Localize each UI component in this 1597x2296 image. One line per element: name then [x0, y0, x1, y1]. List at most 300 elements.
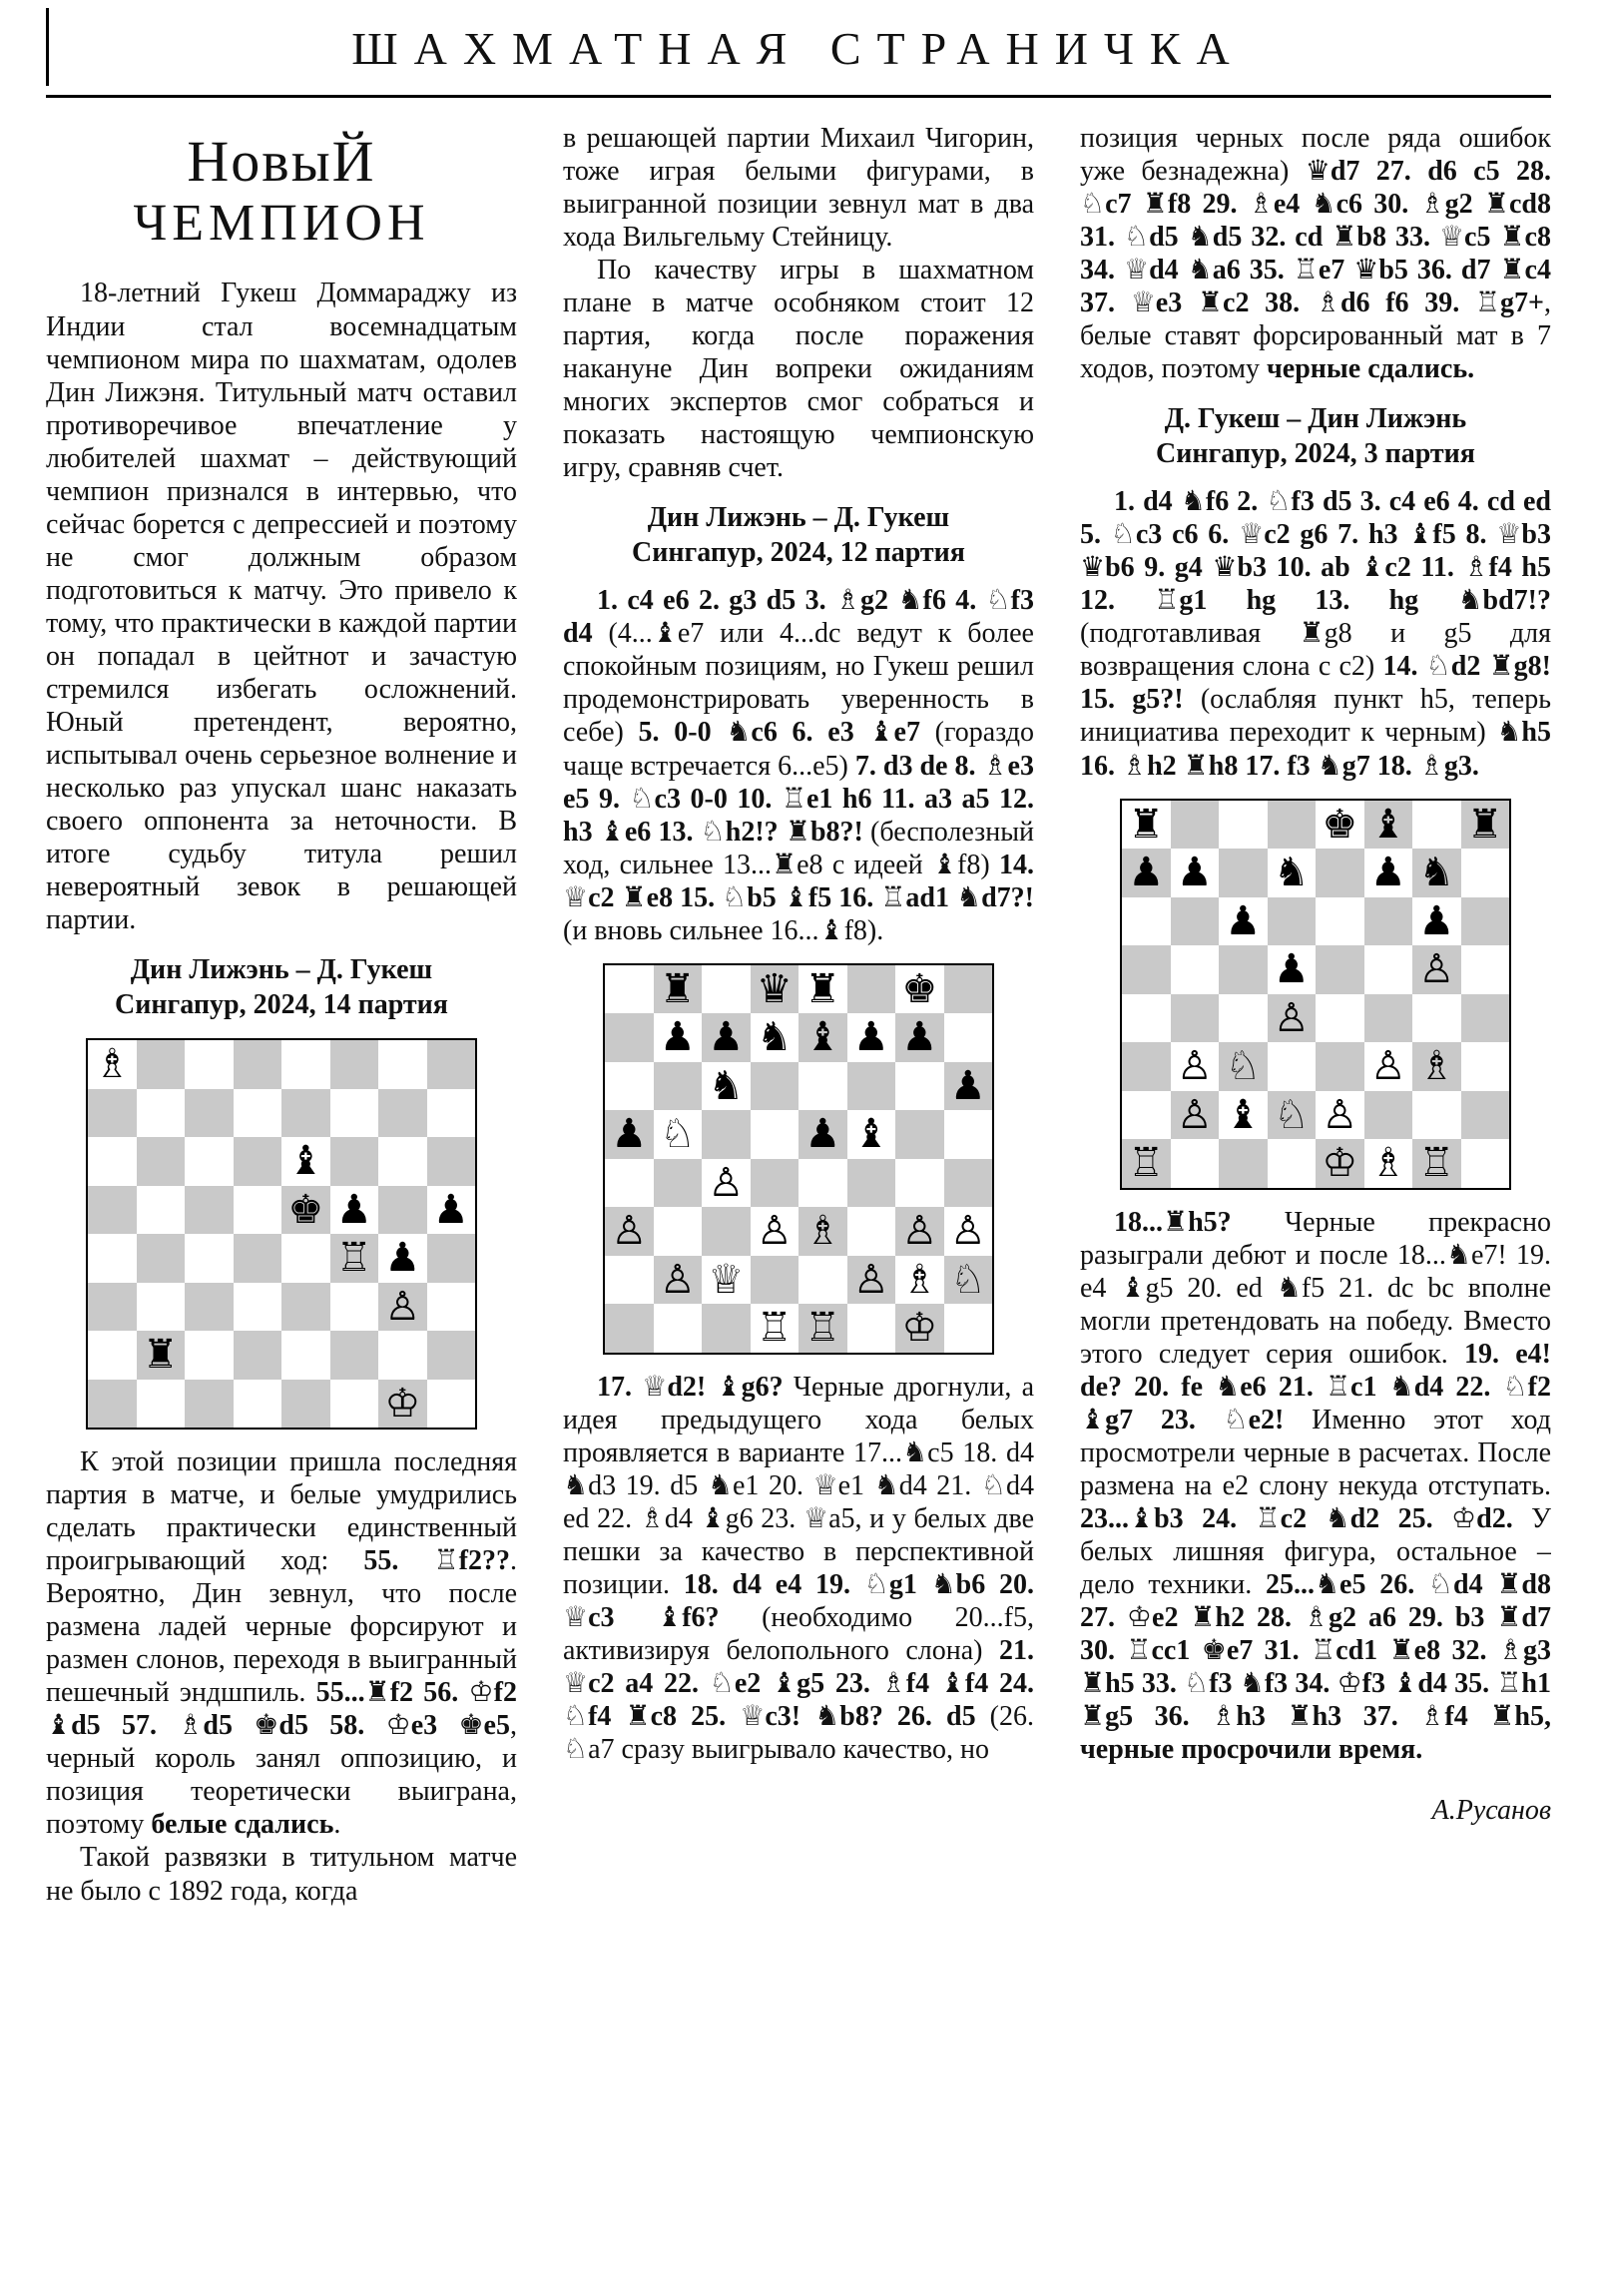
square-b3: [1171, 1042, 1220, 1091]
square-d6: [1268, 897, 1317, 946]
square-h1: [427, 1380, 476, 1429]
black-pawn: ♟: [384, 1235, 421, 1282]
paragraph: [563, 254, 1034, 484]
black-rook: ♜: [142, 1332, 179, 1379]
square-h4: [944, 1159, 993, 1208]
square-b4: [654, 1159, 703, 1208]
square-c2: [702, 1256, 751, 1305]
white-bishop: ♗: [94, 1041, 131, 1088]
square-g8: [1412, 801, 1461, 850]
white-king: ♔: [901, 1305, 938, 1352]
square-g3: [378, 1283, 427, 1332]
square-f1: [847, 1304, 896, 1353]
paragraph: [1080, 122, 1551, 385]
square-f4: [1364, 994, 1413, 1043]
game-heading: [1080, 401, 1551, 471]
notation-bold: 18. d4 e4 19. ♘g1 ♞b6 20. ♕c3 ♝f6?: [563, 1568, 1034, 1633]
square-h6: [427, 1137, 476, 1186]
notation-bold: 1. c4 e6 2. g3 d5 3. ♗g2 ♞f6 4. ♘f3 d4: [563, 585, 1034, 650]
square-b8: [137, 1040, 186, 1089]
square-b2: [137, 1331, 186, 1380]
square-h8: [1461, 801, 1510, 850]
square-a4: [605, 1159, 654, 1208]
white-pawn: ♙: [659, 1256, 696, 1303]
column-1: [46, 122, 517, 2248]
square-b3: [654, 1207, 703, 1256]
black-pawn: ♟: [901, 1014, 938, 1061]
white-pawn: ♙: [1273, 994, 1310, 1041]
black-pawn: ♟: [432, 1186, 469, 1233]
black-bishop: ♝: [852, 1111, 889, 1158]
square-h1: [1461, 1139, 1510, 1188]
square-c7: [702, 1013, 751, 1062]
black-pawn: ♟: [335, 1186, 372, 1233]
square-c5: [1219, 945, 1268, 994]
square-g1: [895, 1304, 944, 1353]
square-f6: [1364, 897, 1413, 946]
square-b5: [1171, 945, 1220, 994]
black-knight: ♞: [756, 1014, 793, 1061]
square-h2: [427, 1331, 476, 1380]
text-run: , черный король занял оппозицию, и позиция теоретически выиграна, поэтому: [46, 1710, 517, 1841]
square-e1: [1316, 1139, 1364, 1188]
square-f5: [1364, 945, 1413, 994]
author-signature: А.Русанов: [1431, 1795, 1551, 1827]
paragraph: [46, 1445, 517, 1841]
black-pawn: ♟: [1369, 850, 1406, 896]
black-pawn: ♟: [852, 1014, 889, 1061]
square-d2: [234, 1331, 282, 1380]
square-c2: [185, 1331, 234, 1380]
notation-bold: 14. ♘d2 ♜g8! 15. g5?!: [1080, 651, 1551, 716]
text-run: (подготавливая ♜g8 и g5 для возвращения слона с c2): [1080, 618, 1551, 683]
notation-bold: белые сдались: [151, 1809, 334, 1841]
square-f6: [330, 1137, 379, 1186]
black-pawn: ♟: [1176, 850, 1213, 896]
white-pawn: ♙: [1176, 1043, 1213, 1090]
square-g2: [378, 1331, 427, 1380]
square-c8: [702, 965, 751, 1014]
square-d3: [234, 1283, 282, 1332]
square-g4: [378, 1234, 427, 1283]
text-run: (26. ♘a7 сразу выигрывало качество, но: [563, 1701, 1034, 1766]
square-b7: [1171, 849, 1220, 897]
square-b5: [654, 1110, 703, 1159]
white-king: ♔: [384, 1380, 421, 1427]
square-b8: [654, 965, 703, 1014]
square-e3: [281, 1283, 330, 1332]
square-e2: [281, 1331, 330, 1380]
square-g7: [895, 1013, 944, 1062]
square-e2: [1316, 1091, 1364, 1140]
square-c8: [1219, 801, 1268, 850]
game-heading-line: Сингапур, 2024, 3 партия: [1156, 438, 1475, 470]
game-heading-line: Дин Лижэнь – Д. Гукеш: [130, 954, 433, 986]
black-knight: ♞: [1418, 850, 1455, 896]
notation-bold: 14. ♕c2 ♜e8 15. ♘b5 ♝f5 16. ♖ad1 ♞d7?!: [563, 849, 1034, 913]
white-knight: ♘: [659, 1111, 696, 1158]
square-g6: [1412, 897, 1461, 946]
square-a2: [1122, 1091, 1171, 1140]
square-b4: [1171, 994, 1220, 1043]
square-f8: [847, 965, 896, 1014]
square-g5: [1412, 945, 1461, 994]
text-run: (гораздо чаще встречается 6...e5): [563, 717, 1034, 782]
white-pawn: ♙: [708, 1159, 745, 1206]
square-g6: [895, 1062, 944, 1111]
black-pawn: ♟: [708, 1014, 745, 1061]
square-d2: [1268, 1091, 1317, 1140]
square-a3: [1122, 1042, 1171, 1091]
black-rook: ♜: [1466, 801, 1503, 848]
text-run: (необходимо 20...f5, активизируя белопольного слона): [563, 1601, 1034, 1666]
square-e8: [798, 965, 847, 1014]
white-rook: ♖: [335, 1235, 372, 1282]
square-h4: [1461, 994, 1510, 1043]
page-title: ШАХМАТНАЯ СТРАНИЧКА: [351, 23, 1246, 74]
white-bishop: ♗: [901, 1256, 938, 1303]
square-c3: [702, 1207, 751, 1256]
paragraph: [563, 122, 1034, 254]
black-knight: ♞: [1273, 850, 1310, 896]
square-f8: [1364, 801, 1413, 850]
square-f4: [847, 1159, 896, 1208]
paragraph: [46, 277, 517, 936]
square-a1: [88, 1380, 137, 1429]
square-c7: [185, 1089, 234, 1138]
square-b6: [654, 1062, 703, 1111]
notation-bold: ♞h5 16. ♗h2 ♜h8 17. f3 ♞g7 18. ♗g3.: [1080, 717, 1551, 782]
game-heading-line: Дин Лижэнь – Д. Гукеш: [647, 502, 950, 534]
paragraph: [563, 1371, 1034, 1766]
square-e5: [1316, 945, 1364, 994]
white-rook: ♖: [1418, 1140, 1455, 1187]
white-pawn: ♙: [1369, 1043, 1406, 1090]
black-pawn: ♟: [1273, 946, 1310, 993]
square-h4: [427, 1234, 476, 1283]
square-d8: [751, 965, 799, 1014]
text-run: К этой позиции пришла последняя партия в матче, и белые умудрились сделать практически единственный проигрывающий ход:: [46, 1446, 517, 1577]
column-2: [563, 122, 1034, 2248]
text-run: .: [333, 1809, 341, 1841]
square-f1: [330, 1380, 379, 1429]
square-e8: [1316, 801, 1364, 850]
white-pawn: ♙: [384, 1283, 421, 1330]
square-b3: [137, 1283, 186, 1332]
square-b7: [137, 1089, 186, 1138]
square-e3: [1316, 1042, 1364, 1091]
square-e7: [1316, 849, 1364, 897]
text-run: (ослабляя пункт h5, теперь инициатива переходит к черным): [1080, 684, 1551, 749]
square-g7: [1412, 849, 1461, 897]
square-a3: [88, 1283, 137, 1332]
game-heading-line: Сингапур, 2024, 14 партия: [115, 989, 448, 1021]
white-bishop: ♗: [804, 1208, 841, 1255]
text-run: Черные прекрасно разыграли дебют и после 18...♞e7! 19. e4 ♝g5 20. ed ♞f5 21. dc bc вполне могли претендовать на победу. Вместо этого следует серия ошибок.: [1080, 1206, 1551, 1370]
white-rook: ♖: [756, 1305, 793, 1352]
square-f2: [847, 1256, 896, 1305]
text-run: в решающей партии Михаил Чигорин, тоже играя белыми фигурами, в выигранной позиции зевнул мат в два хода Вильгельму Стейницу.: [563, 123, 1034, 254]
chess-diagram-game-14-final-position: [86, 1038, 477, 1430]
text-run: Черные дрогнули, а идея предыдущего хода белых проявляется в варианте 17...♞c5 18. d4 ♞d3 19. d5 ♞e1 20. ♕e1 ♞d4 21. ♘d4 ed 22. ♗d4 ♝g6 23. ♕a5, и у белых две пешки за качество в перспективной позиции.: [563, 1371, 1034, 1600]
notation-bold: 21. ♕c2 a4 22. ♘e2 ♝g5 23. ♗f4 ♝f4 24. ♘f4 ♜c8 25. ♕c3! ♞b8? 26. d5: [563, 1634, 1034, 1732]
square-d7: [751, 1013, 799, 1062]
notation-bold: 5. 0-0 ♞c6 6. e3 ♝e7: [638, 717, 935, 749]
square-h2: [944, 1256, 993, 1305]
notation-bold: черные сдались.: [1267, 353, 1475, 385]
black-bishop: ♝: [804, 1014, 841, 1061]
square-b2: [1171, 1091, 1220, 1140]
white-king: ♔: [1322, 1140, 1358, 1187]
notation-bold: 23...♝b3 24. ♖c2 ♞d2 25. ♔d2.: [1080, 1502, 1532, 1534]
square-d5: [1268, 945, 1317, 994]
square-c4: [702, 1159, 751, 1208]
square-f7: [847, 1013, 896, 1062]
square-e4: [798, 1159, 847, 1208]
black-pawn: ♟: [1418, 897, 1455, 944]
square-e1: [281, 1380, 330, 1429]
square-c3: [185, 1283, 234, 1332]
square-h1: [944, 1304, 993, 1353]
square-c6: [185, 1137, 234, 1186]
white-rook: ♖: [1128, 1140, 1165, 1187]
square-a7: [1122, 849, 1171, 897]
white-pawn: ♙: [852, 1256, 889, 1303]
square-c6: [1219, 897, 1268, 946]
square-b6: [1171, 897, 1220, 946]
square-c1: [1219, 1139, 1268, 1188]
square-d2: [751, 1256, 799, 1305]
square-a5: [1122, 945, 1171, 994]
white-rook: ♖: [804, 1305, 841, 1352]
square-e4: [1316, 994, 1364, 1043]
square-f7: [330, 1089, 379, 1138]
square-e6: [281, 1137, 330, 1186]
text-run: Такой развязки в титульном матче не было с 1892 года, когда: [46, 1842, 517, 1907]
white-pawn: ♙: [1418, 946, 1455, 993]
square-e2: [798, 1256, 847, 1305]
white-knight: ♘: [1225, 1043, 1262, 1090]
article-title-line-1: НовыЙ: [187, 129, 376, 194]
square-a2: [605, 1256, 654, 1305]
square-g7: [378, 1089, 427, 1138]
chess-diagram-game-12-position: [603, 963, 994, 1355]
black-pawn: ♟: [949, 1062, 986, 1109]
square-a1: [605, 1304, 654, 1353]
square-f3: [847, 1207, 896, 1256]
square-a4: [88, 1234, 137, 1283]
chess-board: [1122, 801, 1509, 1188]
article-columns: [0, 98, 1597, 2248]
square-e5: [798, 1110, 847, 1159]
square-b8: [1171, 801, 1220, 850]
square-b4: [137, 1234, 186, 1283]
square-f2: [1364, 1091, 1413, 1140]
square-f3: [330, 1283, 379, 1332]
square-g3: [895, 1207, 944, 1256]
square-b1: [137, 1380, 186, 1429]
square-d3: [1268, 1042, 1317, 1091]
white-pawn: ♙: [949, 1208, 986, 1255]
black-knight: ♞: [708, 1062, 745, 1109]
white-pawn: ♙: [1176, 1091, 1213, 1138]
notation-bold: 19. e4! de? 20. fe ♞e6 21. ♖c1 ♞d4 22. ♘f2 ♝g7 23. ♘e2!: [1080, 1338, 1551, 1435]
paragraph: [1080, 1206, 1551, 1767]
square-e7: [281, 1089, 330, 1138]
square-h3: [1461, 1042, 1510, 1091]
white-pawn: ♙: [901, 1208, 938, 1255]
notation-bold: ♛d7 27. d6 c5 28. ♘c7 ♜f8 29. ♗e4 ♞c6 30. ♗g2 ♜cd8 31. ♘d5 ♞d5 32. cd ♜b8 33. ♕c5 ♜c8 34. ♕d4 ♞a6 35. ♖e7 ♛b5 36. d7 ♜c4 37. ♕e3 ♜c2 38. ♗d6 f6 39. ♖g7+: [1080, 156, 1551, 319]
text-run: (4...♝e7 или 4...dc ведут к более спокойным позициям, но Гукеш решил продемонстрировать уверенность в себе): [563, 618, 1034, 749]
square-a5: [88, 1186, 137, 1235]
square-f5: [330, 1186, 379, 1235]
square-d8: [1268, 801, 1317, 850]
notation-bold: 55. ♖f2??: [363, 1545, 510, 1577]
white-bishop: ♗: [1418, 1043, 1455, 1090]
square-c1: [702, 1304, 751, 1353]
black-king: ♚: [901, 965, 938, 1012]
square-a8: [605, 965, 654, 1014]
square-d7: [234, 1089, 282, 1138]
square-g1: [378, 1380, 427, 1429]
chess-board: [605, 965, 992, 1353]
square-e1: [798, 1304, 847, 1353]
square-d4: [1268, 994, 1317, 1043]
square-h2: [1461, 1091, 1510, 1140]
game-heading-line: Сингапур, 2024, 12 партия: [632, 537, 965, 569]
square-d8: [234, 1040, 282, 1089]
game-heading: [46, 952, 517, 1022]
chess-board: [88, 1040, 475, 1428]
square-f2: [330, 1331, 379, 1380]
notation-bold: 55...♜f2 56. ♔f2 ♝d5 57. ♗d5 ♚d5 58. ♔e3 ♚e5: [46, 1677, 517, 1742]
square-d4: [751, 1159, 799, 1208]
square-c7: [1219, 849, 1268, 897]
square-d6: [751, 1062, 799, 1111]
square-d3: [751, 1207, 799, 1256]
text-run: (бесполезный ход, сильнее 13...♜e8 с идеей ♝f8): [563, 816, 1034, 880]
notation-bold: 25...♞e5 26. ♘d4 ♜d8 27. ♔e2 ♜h2 28. ♗g2 a6 29. b3 ♜d7 30. ♖cc1 ♚e7 31. ♖cd1 ♜e8 32. ♗g3 ♜h5 33. ♘f3 ♞f3 34. ♔f3 ♝d4 35. ♖h1 ♜g5 36. ♗h3 ♜h3 37. ♗f4 ♜h5, черные просрочили время.: [1080, 1568, 1551, 1766]
square-g5: [378, 1186, 427, 1235]
white-knight: ♘: [1273, 1091, 1310, 1138]
square-d5: [751, 1110, 799, 1159]
text-run: У белых лишняя фигура, остальное – дело техники.: [1080, 1502, 1551, 1600]
article-title: [46, 129, 517, 252]
white-queen: ♕: [708, 1256, 745, 1303]
square-a8: [1122, 801, 1171, 850]
square-g2: [1412, 1091, 1461, 1140]
notation-bold: 18...♜h5?: [1114, 1206, 1285, 1238]
square-d1: [234, 1380, 282, 1429]
black-rook: ♜: [804, 965, 841, 1012]
text-run: 18-летний Гукеш Доммараджу из Индии стал восемнадцатым чемпионом мира по шахматам, одолев Дин Лижэня. Титульный матч оставил противоречивое впечатление у любителей шахмат – действующий чемпион признался в интервью, что сейчас борется с депрессией и поэтому не смог должным образом подготовиться к матчу. Это привело к тому, что практически в каждой партии он попадал в цейтнот и зачастую стремился избегать осложнений. Юный претендент, вероятно, испытывал очень серьезное волнение и несколько раз упускал шанс наказать своего оппонента за неточности. В итоге судьбу титула решил невероятный зевок в решающей партии.: [46, 278, 517, 936]
square-g8: [895, 965, 944, 1014]
square-b6: [137, 1137, 186, 1186]
square-f8: [330, 1040, 379, 1089]
black-bishop: ♝: [1369, 801, 1406, 848]
text-run: , белые ставят форсированный мат в 7 ходов, поэтому: [1080, 287, 1551, 385]
square-h3: [427, 1283, 476, 1332]
square-a5: [605, 1110, 654, 1159]
square-e3: [798, 1207, 847, 1256]
square-b2: [654, 1256, 703, 1305]
square-a6: [605, 1062, 654, 1111]
square-b5: [137, 1186, 186, 1235]
black-pawn: ♟: [611, 1111, 648, 1158]
paragraph: [46, 1841, 517, 1907]
black-rook: ♜: [659, 965, 696, 1012]
square-g5: [895, 1110, 944, 1159]
square-g4: [1412, 994, 1461, 1043]
square-h6: [944, 1062, 993, 1111]
black-bishop: ♝: [287, 1138, 324, 1185]
square-a2: [88, 1331, 137, 1380]
square-f3: [1364, 1042, 1413, 1091]
square-e4: [281, 1234, 330, 1283]
white-pawn: ♙: [756, 1208, 793, 1255]
square-f6: [847, 1062, 896, 1111]
square-h7: [427, 1089, 476, 1138]
black-rook: ♜: [1128, 801, 1165, 848]
square-g3: [1412, 1042, 1461, 1091]
square-d5: [234, 1186, 282, 1235]
black-pawn: ♟: [1128, 850, 1165, 896]
square-d4: [234, 1234, 282, 1283]
page-header: [0, 0, 1597, 98]
square-h5: [944, 1110, 993, 1159]
square-g6: [378, 1137, 427, 1186]
paragraph: [563, 584, 1034, 946]
square-d1: [1268, 1139, 1317, 1188]
square-g2: [895, 1256, 944, 1305]
notation-bold: 1. d4 ♞f6 2. ♘f3 d5 3. c4 e6 4. cd ed 5. ♘c3 c6 6. ♕c2 g6 7. h3 ♝f5 8. ♕b3 ♛b6 9. g4 ♛b3 10. ab ♝c2 11. ♗f4 h5 12. ♖g1 hg 13. hg ♞bd7!?: [1080, 486, 1551, 617]
square-e5: [281, 1186, 330, 1235]
black-bishop: ♝: [1225, 1091, 1262, 1138]
game-heading-line: Д. Гукеш – Дин Лижэнь: [1164, 403, 1467, 435]
square-a4: [1122, 994, 1171, 1043]
square-b1: [1171, 1139, 1220, 1188]
square-c5: [702, 1110, 751, 1159]
square-f5: [847, 1110, 896, 1159]
square-b7: [654, 1013, 703, 1062]
square-h6: [1461, 897, 1510, 946]
square-d1: [751, 1304, 799, 1353]
square-g4: [895, 1159, 944, 1208]
square-c8: [185, 1040, 234, 1089]
square-e6: [1316, 897, 1364, 946]
text-run: Именно этот ход просмотрели черные в расчетах. После размена на e2 слону некуда отступать.: [1080, 1404, 1551, 1501]
article-title-line-2: ЧЕМПИОН: [133, 194, 430, 252]
square-a7: [605, 1013, 654, 1062]
text-run: позиция черных после ряда ошибок уже безнадежна): [1080, 123, 1551, 188]
black-king: ♚: [1322, 801, 1358, 848]
square-a7: [88, 1089, 137, 1138]
paragraph: [1080, 485, 1551, 782]
square-e6: [798, 1062, 847, 1111]
square-b1: [654, 1304, 703, 1353]
square-f1: [1364, 1139, 1413, 1188]
square-c4: [185, 1234, 234, 1283]
square-c2: [1219, 1091, 1268, 1140]
square-a6: [88, 1137, 137, 1186]
notation-bold: 7. d3 de 8. ♗e3 e5 9. ♘c3 0-0 10. ♖e1 h6 11. a3 a5 12. h3 ♝e6 13. ♘h2!? ♜b8?!: [563, 750, 1034, 848]
white-pawn: ♙: [611, 1208, 648, 1255]
square-c1: [185, 1380, 234, 1429]
square-a8: [88, 1040, 137, 1089]
square-c3: [1219, 1042, 1268, 1091]
square-h8: [427, 1040, 476, 1089]
column-3: [1080, 122, 1551, 2248]
